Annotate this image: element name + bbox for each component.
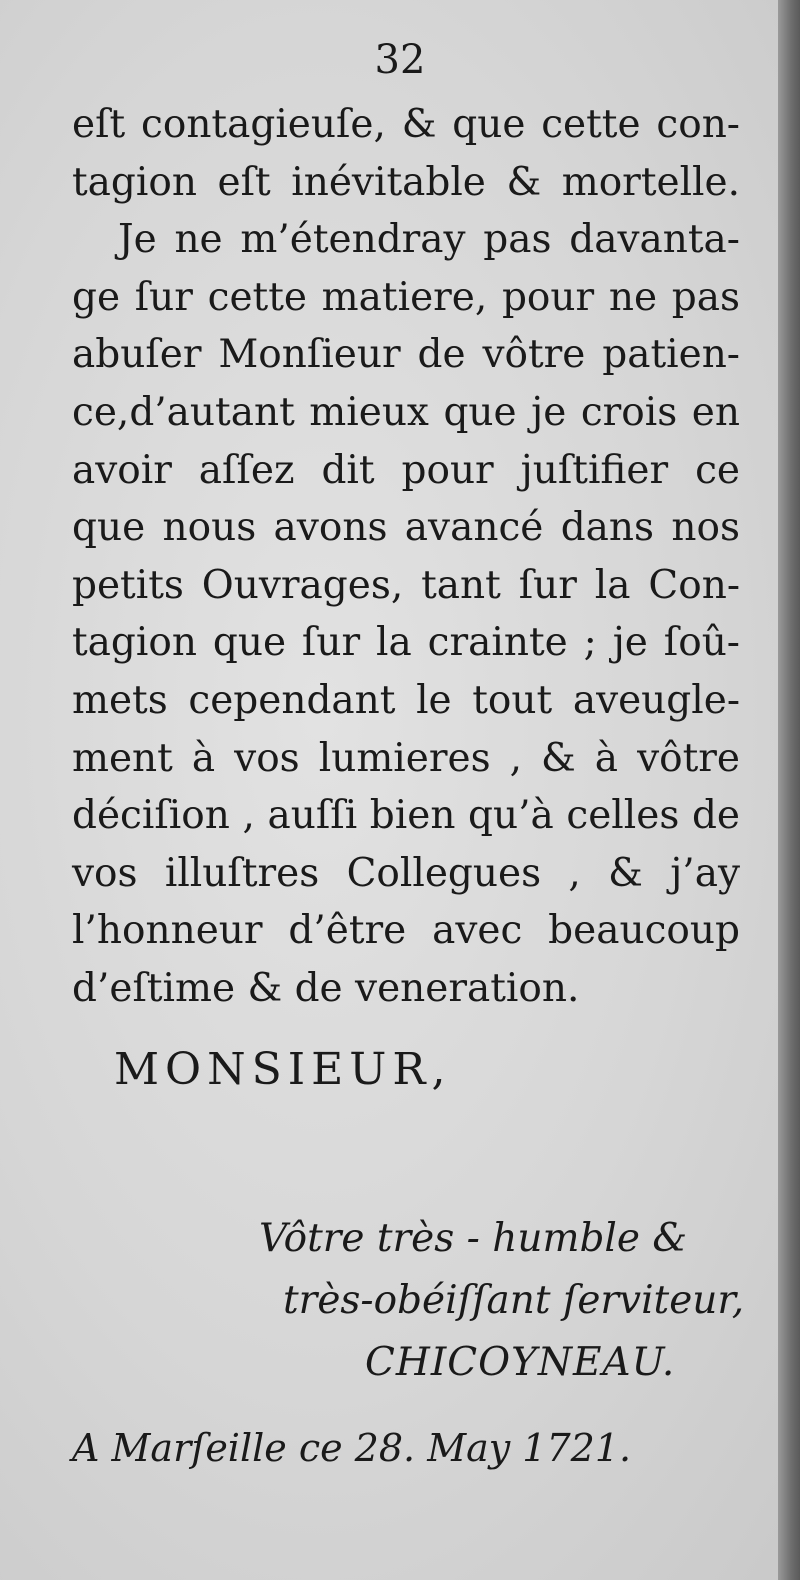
text-line: petits Ouvrages, tant ſur la Con-	[72, 562, 740, 608]
text-line: mets cependant le tout aveugle-	[72, 677, 740, 723]
signature-block	[255, 1208, 755, 1394]
text-line: que nous avons avancé dans nos	[72, 505, 740, 551]
body-text	[72, 96, 740, 1018]
text-line: ge ſur cette matiere, pour ne pas	[72, 274, 740, 320]
page-number: 32	[374, 37, 426, 83]
text-line: vos illuſtres Collegues , & j’ay	[72, 850, 740, 896]
signature-name: CHICOYNEAU.	[365, 1340, 676, 1385]
text-line: avoir aſſez dit pour juſtifier ce	[72, 447, 740, 493]
text-line: abuſer Monſieur de vôtre patien-	[72, 332, 740, 378]
dateline: A Marſeille ce 28. May 1721.	[72, 1426, 632, 1470]
text-line: eſt contagieuſe, & que cette con-	[72, 102, 740, 147]
text-line: ce,d’autant mieux que je crois en	[72, 389, 740, 435]
signature-closing-line-2: très-obéiſſant ſerviteur,	[283, 1278, 745, 1323]
text-line: tagion que ſur la crainte ; je ſoû-	[72, 620, 740, 666]
text-line: Je ne m’étendray pas davanta-	[118, 217, 740, 263]
signature-closing-line-1: Vôtre très - humble &	[259, 1216, 688, 1261]
text-line: l’honneur d’être avec beaucoup	[72, 908, 740, 954]
salutation: MONSIEUR,	[114, 1044, 452, 1095]
page-edge-shadow	[778, 0, 800, 1580]
text-line: déciſion , auſſi bien qu’à celles de	[72, 793, 740, 839]
text-line: tagion eſt inévitable & mortelle.	[72, 159, 740, 205]
text-line: ment à vos lumieres , & à vôtre	[72, 735, 740, 781]
text-line: d’eſtime & de veneration.	[72, 965, 580, 1011]
